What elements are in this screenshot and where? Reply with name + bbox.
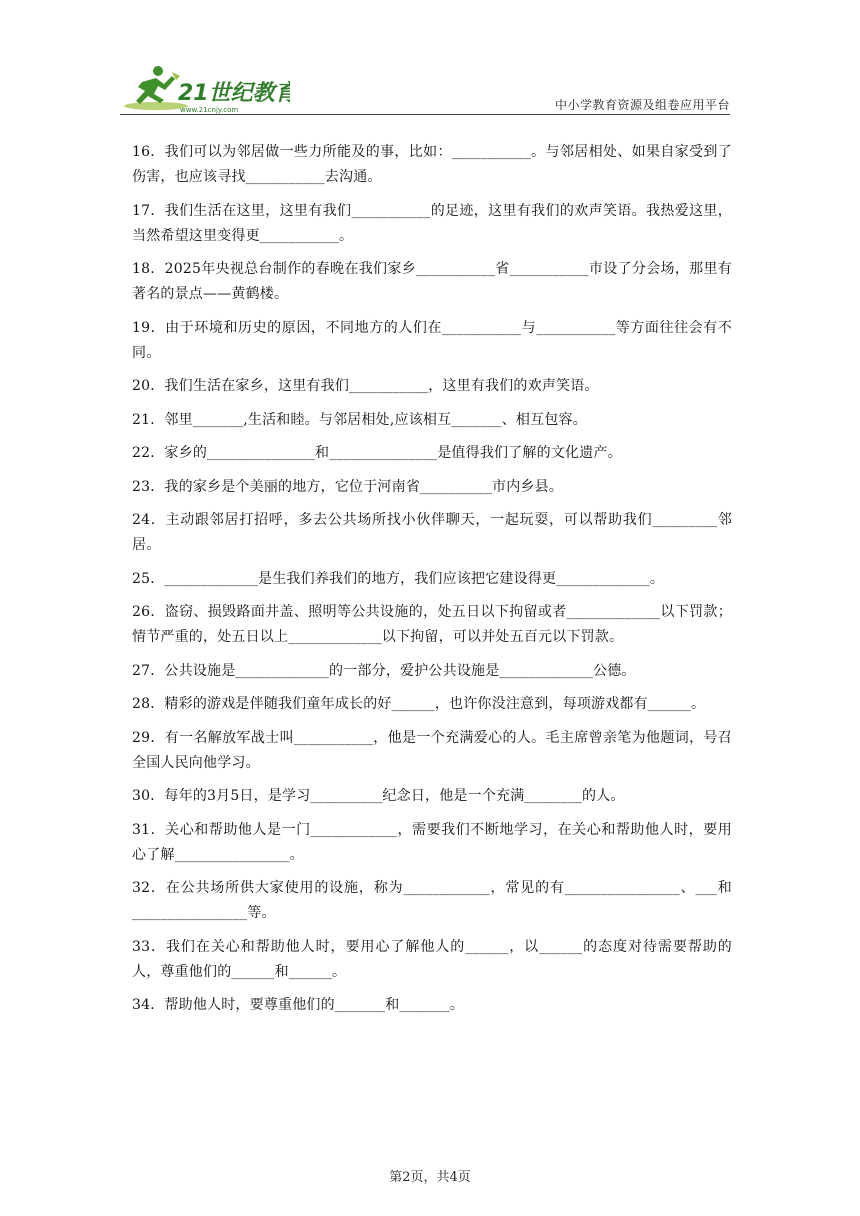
page-footer: 第2页，共4页 [389, 1170, 471, 1185]
question-25: 25．_____________是生我们养我们的地方，我们应该把它建设得更_____________。 [132, 570, 665, 587]
question-20: 20．我们生活在家乡，这里有我们___________，这里有我们的欢声笑语。 [132, 378, 599, 394]
question-23: 23．我的家乡是个美丽的地方，它位于河南省__________市内乡县。 [132, 478, 564, 495]
question-list [132, 140, 732, 1027]
question-27: 27．公共设施是_____________的一部分，爱护公共设施是_____________公德。 [132, 662, 636, 679]
question-22: 22．家乡的_______________和_______________是值得我们了解的文化遗产。 [132, 445, 622, 461]
question-18: 18．2025年央视总台制作的春晚在我们家乡___________省___________市设了分会场，那里有著名的景点——黄鹤楼。 [132, 261, 732, 302]
header-divider [120, 114, 730, 115]
question-31: 31．关心和帮助他人是一门____________，需要我们不断地学习，在关心和帮助他人时，要用心了解________________。 [132, 821, 732, 863]
question-30: 30．每年的3月5日，是学习__________纪念日，他是一个充满________的人。 [132, 788, 625, 804]
brand-url: www.21cnjy.com [180, 106, 239, 114]
platform-name: 中小学教育资源及组卷应用平台 [554, 98, 730, 112]
question-28: 28．精彩的游戏是伴随我们童年成长的好______，也许你没注意到，每项游戏都有______。 [132, 696, 706, 712]
runner-logo-icon [120, 62, 290, 118]
brand-logo [120, 62, 290, 118]
question-34: 34．帮助他人时，要尊重他们的_______和_______。 [132, 997, 465, 1013]
question-19: 19．由于环境和历史的原因，不同地方的人们在___________与___________等方面往往会有不同。 [132, 319, 732, 361]
brand-text: 21世纪教育 [178, 81, 290, 106]
question-24: 24．主动跟邻居打招呼，多去公共场所找小伙伴聊天，一起玩耍，可以帮助我们_________邻居。 [132, 512, 732, 553]
question-29: 29．有一名解放军战士叫___________，他是一个充满爱心的人。毛主席曾亲笔为他题词，号召全国人民向他学习。 [132, 729, 732, 771]
question-32: 32．在公共场所供大家使用的设施，称为____________，常见的有________________、___和________________等。 [132, 880, 732, 921]
question-33: 33．我们在关心和帮助他人时，要用心了解他人的______，以______的态度对待需要帮助的人，尊重他们的______和______。 [132, 938, 732, 980]
question-17: 17．我们生活在这里，这里有我们___________的足迹，这里有我们的欢声笑语。我热爱这里，当然希望这里变得更___________。 [132, 202, 732, 244]
page-header [120, 60, 730, 118]
question-16: 16．我们可以为邻居做一些力所能及的事，比如：___________。与邻居相处、如果自家受到了伤害，也应该寻找___________去沟通。 [132, 144, 732, 185]
question-26: 26．盗窃、损毁路面井盖、照明等公共设施的，处五日以下拘留或者_____________以下罚款；情节严重的，处五日以上_____________以下拘留，可以并处五百元以下罚款。 [132, 604, 732, 645]
question-21: 21．邻里_______,生活和睦。与邻居相处,应该相互_______、相互包容。 [132, 411, 587, 428]
